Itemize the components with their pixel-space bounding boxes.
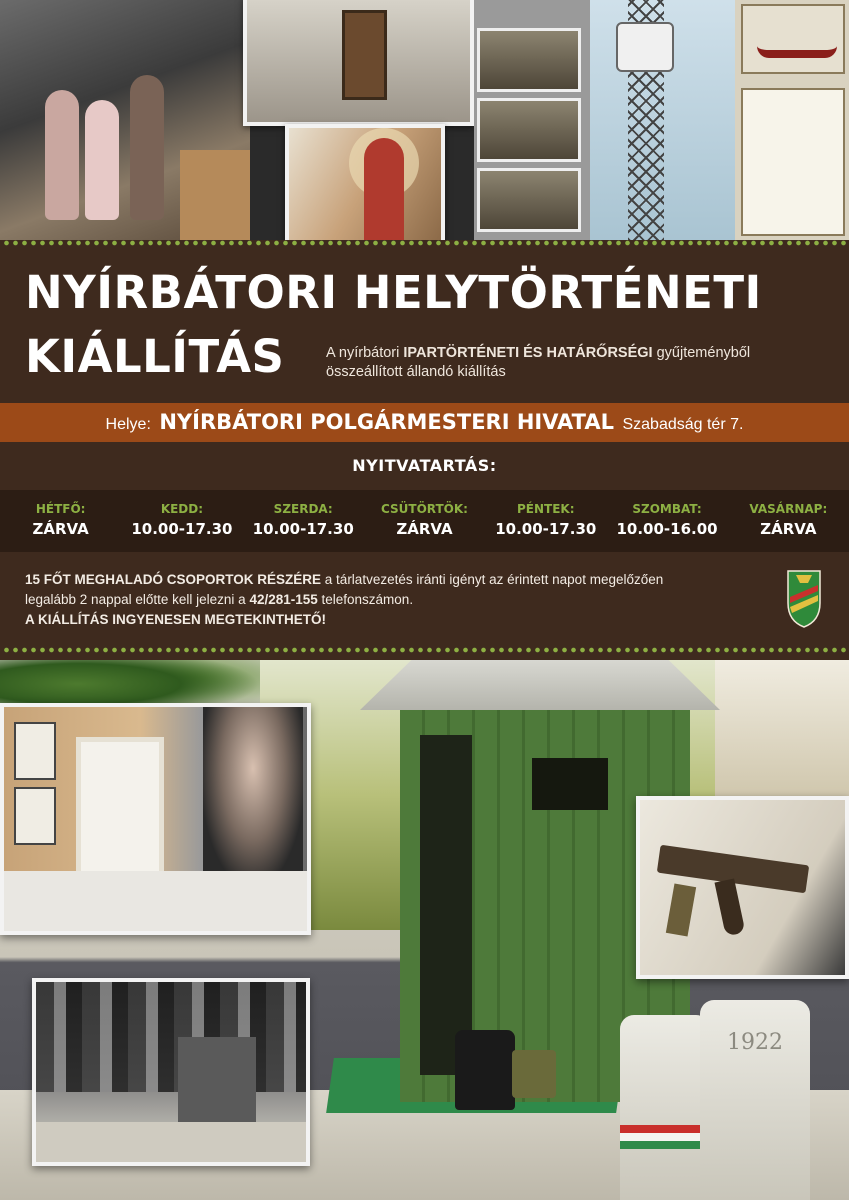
hours-heading: NYITVATARTÁS: — [0, 442, 849, 490]
day-time: 10.00-16.00 — [616, 520, 718, 538]
notice-text: legalább 2 nappal előtte kell jelezni a — [25, 592, 246, 607]
sewing-machines — [36, 1122, 306, 1162]
rifle-magazine — [715, 879, 746, 937]
hours-day-thursday — [364, 490, 485, 552]
mannequin-figure — [45, 90, 79, 220]
photo-saint-mural — [285, 124, 445, 240]
framed-photo — [14, 787, 56, 845]
day-name: HÉTFŐ: — [35, 502, 86, 516]
guard-booth-door — [420, 735, 472, 1075]
inset-image — [640, 800, 845, 975]
groups-text: a tárlatvezetés iránti igényt az érintett napot megelőzően — [324, 572, 664, 587]
phone-suffix: telefonszámon. — [321, 592, 414, 607]
location-band — [0, 403, 849, 442]
photo-exhibition-room — [243, 0, 474, 126]
subtitle-prefix: A nyírbátori — [326, 345, 400, 361]
newspaper-poster — [741, 88, 845, 236]
boundary-stone-year: 1922 — [727, 1030, 783, 1055]
factory-logo-icon — [616, 22, 674, 72]
guard-booth-window — [532, 758, 608, 810]
photo-workshop-room — [32, 978, 310, 1166]
day-name: SZOMBAT: — [632, 502, 702, 516]
rifle-grip — [666, 883, 696, 936]
model-portrait — [203, 707, 303, 882]
day-name: PÉNTEK: — [517, 502, 575, 516]
photo-factory-tower — [590, 0, 735, 240]
machine-table — [4, 871, 307, 931]
military-bag — [512, 1050, 556, 1098]
hours-day-sunday — [728, 490, 849, 552]
stone-stripe-red — [620, 1125, 710, 1133]
hours-day-wednesday — [243, 490, 364, 552]
group-visit-info — [25, 570, 755, 630]
exhibit-door — [342, 10, 387, 100]
wall-mural-right — [715, 660, 849, 800]
location-place: NYÍRBÁTORI POLGÁRMESTERI HIVATAL — [159, 410, 615, 434]
mural-saint-figure — [364, 138, 404, 240]
day-name: CSÜTÖRTÖK: — [380, 502, 468, 516]
grey-cabinet — [178, 1037, 256, 1127]
border-stone-small — [620, 1015, 710, 1200]
subtitle-bold: IPARTÖRTÉNETI ÉS HATÁRŐRSÉGI — [403, 345, 653, 361]
dotted-divider-bottom — [0, 647, 849, 653]
poster-title-line1: NYÍRBÁTORI HELYTÖRTÉNETI — [25, 266, 762, 319]
hours-table — [0, 490, 849, 552]
factory-photo-card — [477, 28, 581, 92]
subtitle-suffix: gyűjteményből összeállított állandó kiállítás — [326, 345, 751, 380]
framed-photo — [14, 722, 56, 780]
phone-number: 42/281-155 — [249, 592, 318, 607]
poster-subtitle — [326, 344, 826, 382]
title-band — [0, 248, 849, 401]
town-coat-of-arms-icon — [786, 567, 822, 629]
photo-shoe-industry-room — [0, 703, 311, 935]
day-name: SZERDA: — [273, 502, 333, 516]
poster-title-line2: KIÁLLÍTÁS — [25, 330, 285, 383]
mannequin-figure — [85, 100, 119, 220]
top-photo-collage — [0, 0, 849, 240]
photo-wall — [36, 982, 306, 1092]
location-label: Helye: — [105, 416, 151, 433]
photo-textile-exhibit — [0, 0, 250, 240]
inset-image — [4, 707, 307, 931]
guard-booth-roof — [360, 660, 720, 710]
info-band — [0, 552, 849, 647]
inset-image — [36, 982, 306, 1162]
hours-day-saturday — [606, 490, 727, 552]
military-boots — [455, 1030, 515, 1110]
day-time: 10.00-17.30 — [252, 520, 354, 538]
dotted-divider-top — [0, 240, 849, 246]
day-time: ZÁRVA — [32, 520, 89, 538]
location-address: Szabadság tér 7. — [622, 416, 744, 433]
hours-day-tuesday — [121, 490, 242, 552]
mannequin-figure — [130, 75, 164, 220]
border-stone-large — [700, 1000, 810, 1200]
day-name: VASÁRNAP: — [749, 502, 828, 516]
day-name: KEDD: — [160, 502, 204, 516]
wooden-workbench — [180, 150, 250, 240]
bottom-photo-collage — [0, 660, 849, 1200]
photo-factory-board — [474, 0, 594, 240]
factory-photo-card — [477, 168, 581, 232]
photo-motorcycle-posters — [735, 0, 849, 240]
factory-photo-card — [477, 98, 581, 162]
motorcycle-icon — [757, 28, 837, 58]
hours-day-monday — [0, 490, 121, 552]
groups-bold: 15 FŐT MEGHALADÓ CSOPORTOK RÉSZÉRE — [25, 572, 322, 587]
photo-rifle-exhibit — [636, 796, 849, 979]
day-time: ZÁRVA — [760, 520, 817, 538]
stone-stripe-white — [620, 1133, 710, 1141]
free-entry-notice: A KIÁLLÍTÁS INGYENESEN MEGTEKINTHETŐ! — [25, 612, 327, 627]
stone-stripe-green — [620, 1141, 710, 1149]
hours-day-friday — [485, 490, 606, 552]
day-time: 10.00-17.30 — [131, 520, 233, 538]
motorcycle-poster — [741, 4, 845, 74]
day-time: ZÁRVA — [396, 520, 453, 538]
white-door — [76, 737, 164, 877]
day-time: 10.00-17.30 — [495, 520, 597, 538]
